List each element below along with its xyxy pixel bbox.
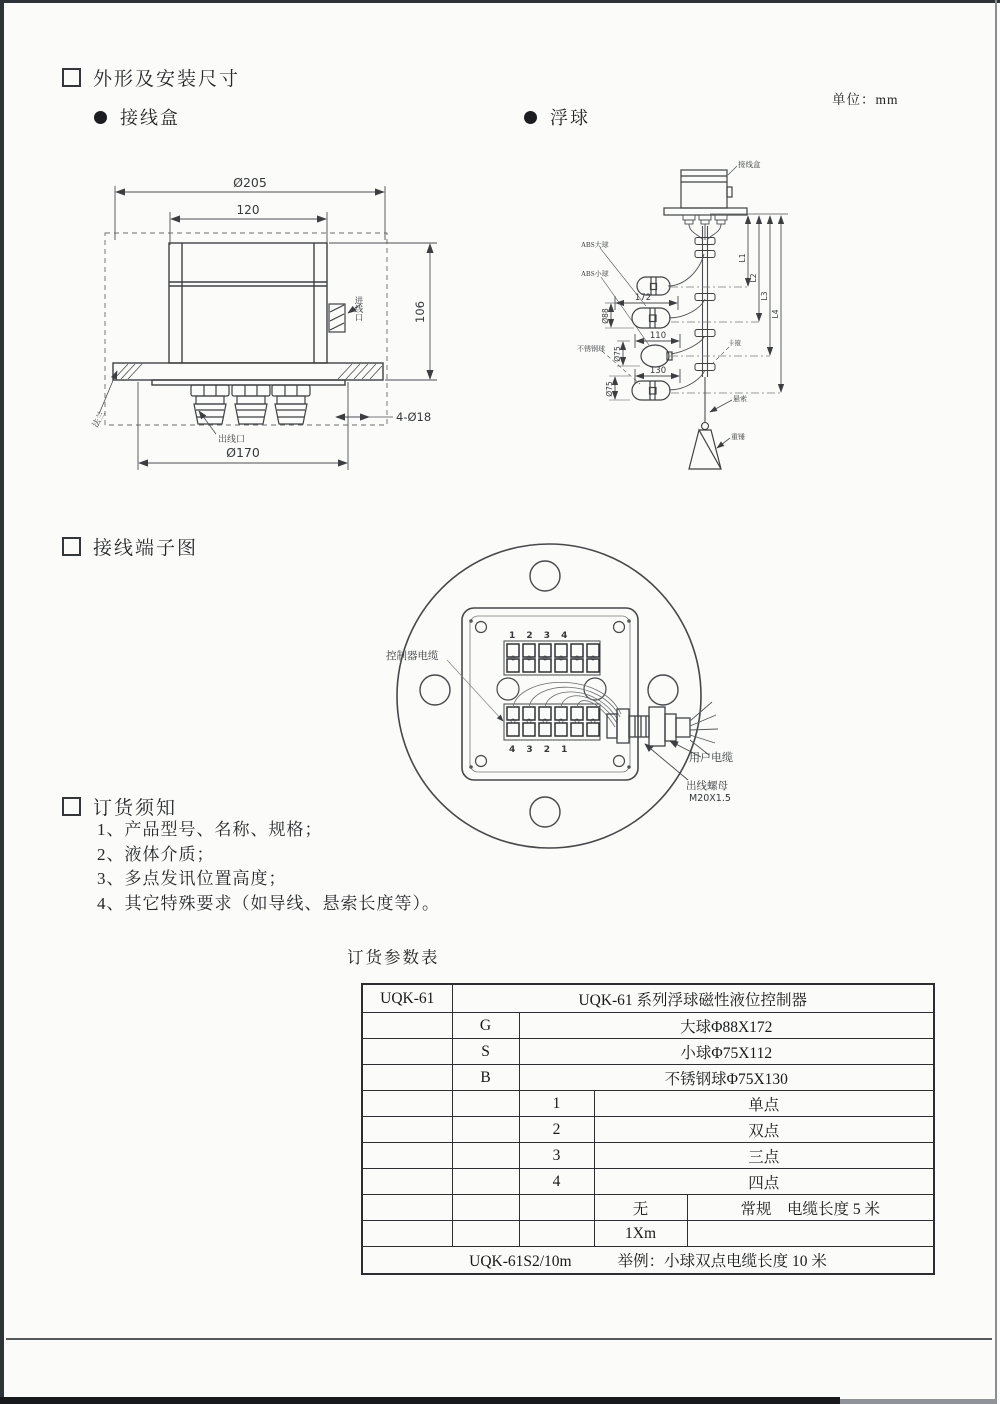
clamp-label: 卡箍 (728, 340, 741, 347)
ordering-item: 1、产品型号、名称、规格； (97, 820, 323, 839)
unit-label: 单位：mm (832, 92, 899, 107)
float-3 (641, 345, 672, 367)
inlet-label: 进线口 (354, 296, 364, 322)
cable-code-cell: 无 (594, 1195, 687, 1221)
terminal-diagram (375, 535, 745, 855)
table-row (362, 1013, 934, 1039)
ordering-list (97, 818, 440, 916)
dim-75b-label: Ø75 (605, 381, 614, 397)
table-row (362, 1221, 934, 1247)
weight-label: 重锤 (731, 433, 745, 441)
model-cell: UQK-61 (362, 984, 452, 1013)
dim-106-label: 106 (413, 301, 427, 323)
user-cable-label: 用户电缆 (689, 752, 733, 764)
section-ordering-title: 订货须知 (93, 798, 178, 819)
dim-110-label: 110 (649, 331, 667, 341)
point-desc-cell: 双点 (594, 1117, 934, 1143)
dim-205-label: Ø205 (233, 175, 267, 190)
table-row (362, 1065, 934, 1091)
dim-l2-label: L2 (749, 273, 758, 283)
dim-172-label: 172 (634, 293, 652, 303)
example-model: UQK-61S2/10m (469, 1253, 572, 1270)
point-code-cell: 2 (519, 1117, 594, 1143)
ordering-item: 3、多点发讯位置高度； (97, 869, 287, 888)
example-text: 举例：小球双点电缆长度 10 米 (617, 1253, 827, 1270)
float-junction-box-label: 接线盒 (738, 160, 761, 169)
junction-box-drawing (85, 155, 465, 485)
ball-desc-cell: 不锈钢球Φ75X130 (519, 1065, 934, 1091)
terminal-top-numbers: 1 2 3 4 (509, 631, 572, 641)
table-row (362, 984, 934, 1013)
ball-code-cell: S (452, 1039, 519, 1065)
dim-l1-label: L1 (738, 253, 747, 263)
checkbox-square-icon (62, 537, 81, 556)
bullet-junction-box-label: 接线盒 (120, 108, 180, 128)
bullet-junction-box (94, 104, 180, 130)
bullet-icon (524, 111, 537, 124)
point-desc-cell: 四点 (594, 1169, 934, 1195)
gland-spec-label: M20X1.5 (689, 793, 731, 804)
scan-edge-left (0, 0, 4, 1404)
section-terminal-title: 接线端子图 (93, 538, 199, 559)
section-ordering-heading (62, 793, 177, 820)
table-row (362, 1143, 934, 1169)
cable-code-cell: 1Xm (594, 1221, 687, 1247)
ball-code-cell: G (452, 1013, 519, 1039)
order-parameter-table (361, 983, 935, 1275)
dim-75a-label: Ø75 (613, 346, 622, 362)
gland-nut-label: 出线螺母 (686, 781, 728, 792)
dim-170-label: Ø170 (226, 445, 260, 460)
scan-line-bottom (6, 1338, 992, 1340)
table-title: 订货参数表 (347, 948, 440, 967)
checkbox-square-icon (62, 797, 81, 816)
dim-120-label: 120 (236, 203, 260, 217)
flange-label: 法兰 (89, 409, 107, 429)
table-row (362, 1195, 934, 1221)
table-row (362, 1117, 934, 1143)
float-4 (632, 381, 670, 400)
example-cell (362, 1247, 934, 1275)
series-desc-cell: UQK-61 系列浮球磁性液位控制器 (452, 984, 934, 1013)
bullet-icon (94, 111, 107, 124)
ball-desc-cell: 小球Φ75X112 (519, 1039, 934, 1065)
outlet-label: 出线口 (218, 434, 246, 444)
dim-l4-label: L4 (771, 309, 780, 319)
controller-cable-label: 控制器电缆 (386, 651, 439, 662)
scan-edge-top (0, 0, 1000, 3)
table-row (362, 1039, 934, 1065)
section-outline-title: 外形及安装尺寸 (93, 69, 241, 90)
ball-desc-cell: 大球Φ88X172 (519, 1013, 934, 1039)
table-row (362, 1247, 934, 1275)
ordering-item: 4、其它特殊要求（如导线、悬索长度等）。 (97, 893, 440, 913)
bullet-float (524, 104, 590, 130)
checkbox-square-icon (62, 68, 81, 87)
table-row (362, 1091, 934, 1117)
rope-label: 悬索 (733, 395, 747, 403)
table-row (362, 1169, 934, 1195)
cable-desc-cell (687, 1221, 934, 1247)
stainless-ball-label: 不锈钢球 (577, 345, 605, 353)
section-terminal-heading (62, 533, 198, 560)
dim-88-label: Ø88 (601, 308, 610, 324)
point-code-cell: 1 (519, 1091, 594, 1117)
float-drawing (555, 140, 985, 485)
point-code-cell: 4 (519, 1169, 594, 1195)
abs-big-ball-label: ABS大球 (581, 241, 609, 249)
dim-4x18-label: 4-Ø18 (396, 410, 432, 424)
dim-130-label: 130 (649, 366, 667, 376)
point-desc-cell: 单点 (594, 1091, 934, 1117)
abs-small-ball-label: ABS小球 (581, 270, 609, 278)
terminal-bottom-numbers: 4 3 2 1 (509, 745, 572, 755)
cable-desc-cell: 常规 电缆长度 5 米 (687, 1195, 934, 1221)
dim-l3-label: L3 (760, 291, 769, 301)
ordering-item: 2、液体介质； (97, 844, 215, 864)
ball-code-cell: B (452, 1065, 519, 1091)
scan-edge-right (995, 0, 997, 1404)
bullet-float-label: 浮球 (550, 108, 590, 128)
float-2 (632, 308, 670, 328)
point-code-cell: 3 (519, 1143, 594, 1169)
section-outline-heading (62, 64, 240, 91)
point-desc-cell: 三点 (594, 1143, 934, 1169)
scan-edge-bottom-dark (0, 1397, 840, 1404)
scan-edge-bottom-light (840, 1399, 996, 1404)
